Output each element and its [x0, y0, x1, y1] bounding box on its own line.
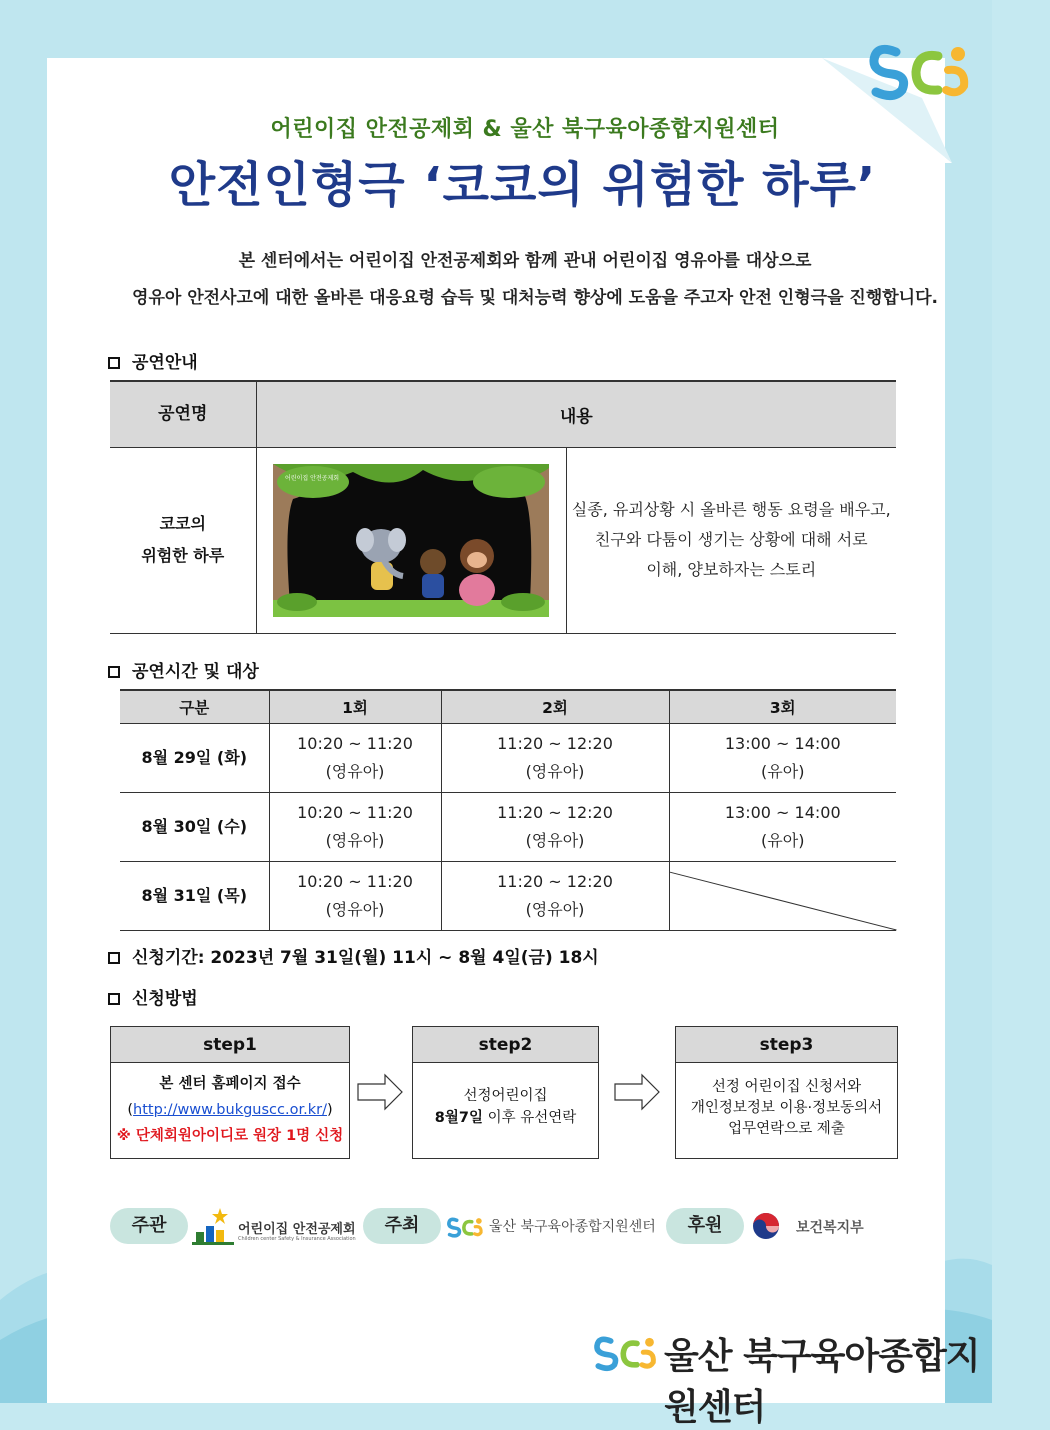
session-target: (영유아)	[325, 830, 385, 850]
session-time: 11:20 ~ 12:20	[497, 802, 613, 822]
session-cell	[269, 792, 441, 861]
step-body	[413, 1063, 598, 1129]
session-target: (유아)	[761, 830, 805, 850]
organizer-org-name: 울산 북구육아종합지원센터	[489, 1219, 656, 1235]
session-target: (영유아)	[525, 761, 585, 781]
step-label: step1	[111, 1027, 349, 1063]
section-heading-text: 신청방법	[132, 989, 198, 1009]
checkbox-square-icon	[108, 993, 120, 1005]
step-3-box	[675, 1026, 898, 1159]
section-heading-text: 공연안내	[132, 353, 198, 373]
checkbox-square-icon	[108, 357, 120, 369]
show-name-line-2: 위험한 하루	[141, 546, 225, 565]
sponsor-org-name: 보건복지부	[796, 1220, 864, 1236]
step-label: step3	[676, 1027, 897, 1063]
step-line: 선정어린이집	[463, 1088, 548, 1104]
table-row	[120, 792, 896, 861]
col-header-session-3: 3회	[669, 690, 896, 723]
ministry-taegeuk-logo-icon	[746, 1211, 786, 1241]
checkbox-square-icon	[108, 666, 120, 678]
intro-line-1: 본 센터에서는 어린이집 안전공제회와 함께 관내 어린이집 영유아를 대상으로	[238, 251, 812, 271]
show-description-cell	[566, 447, 896, 633]
session-time: 11:20 ~ 12:20	[497, 733, 613, 753]
col-header-session-1: 1회	[269, 690, 441, 723]
host-label-badge: 주관	[110, 1208, 188, 1244]
session-cell	[441, 792, 669, 861]
subtitle: 어린이집 안전공제회 & 울산 북구육아종합지원센터	[270, 117, 780, 142]
session-target: (유아)	[761, 761, 805, 781]
session-cell	[269, 861, 441, 930]
arrow-right-icon	[357, 1074, 403, 1110]
page-title: 안전인형극 ‘코코의 위험한 하루’	[168, 157, 877, 213]
homepage-url[interactable]: http://www.bukguscc.or.kr/	[133, 1102, 327, 1118]
schedule-table	[120, 689, 896, 931]
arrow-right-icon	[614, 1074, 660, 1110]
col-header-category: 구분	[120, 690, 269, 723]
col-header-show-name: 공연명	[110, 381, 256, 447]
section-heading-text: 신청기간: 2023년 7월 31일(월) 11시 ~ 8월 4일(금) 18시	[132, 948, 599, 968]
session-cell	[669, 792, 896, 861]
contact-date: 8월7일	[434, 1110, 483, 1126]
session-target: (영유아)	[325, 899, 385, 919]
session-target: (영유아)	[325, 761, 385, 781]
session-target: (영유아)	[525, 830, 585, 850]
empty-session-cell	[669, 861, 896, 930]
step-2-box	[412, 1026, 599, 1159]
table-row	[120, 861, 896, 930]
section-heading-performance	[108, 348, 198, 373]
session-time: 10:20 ~ 11:20	[297, 733, 413, 753]
session-time: 10:20 ~ 11:20	[297, 871, 413, 891]
checkbox-square-icon	[108, 952, 120, 964]
desc-line-3: 이해, 양보하자는 스토리	[646, 560, 817, 579]
diagonal-line	[670, 862, 897, 930]
desc-line-1: 실종, 유괴상황 시 올바른 행동 요령을 배우고,	[571, 500, 891, 519]
date-cell: 8월 31일 (목)	[120, 861, 269, 930]
section-heading-text: 공연시간 및 대상	[132, 662, 259, 682]
puppet-show-image	[273, 464, 549, 617]
host-org-name-en: Children center Safety & Insurance Association	[238, 1236, 356, 1242]
step-line: 개인정보정보 이용·정보동의서	[690, 1100, 883, 1116]
session-target: (영유아)	[525, 899, 585, 919]
session-cell	[269, 723, 441, 792]
step-label: step2	[413, 1027, 598, 1063]
bottom-brand-logo-icon	[592, 1322, 662, 1380]
homepage-link[interactable]: (http://www.bukguscc.or.kr/)	[127, 1102, 333, 1118]
section-heading-schedule	[108, 657, 259, 682]
image-caption: 어린이집 안전공제회	[285, 474, 340, 482]
session-cell	[669, 723, 896, 792]
sponsor-label-badge: 후원	[666, 1208, 744, 1244]
session-time: 13:00 ~ 14:00	[724, 733, 841, 753]
step-line: 업무연락으로 제출	[728, 1121, 845, 1137]
session-time: 11:20 ~ 12:20	[497, 871, 613, 891]
intro-line-2: 영유아 안전사고에 대한 올바른 대응요령 습득 및 대처능력 향상에 도움을 주고자 안전 인형극을 진행합니다.	[132, 288, 938, 308]
col-header-content: 내용	[256, 381, 896, 447]
session-time: 13:00 ~ 14:00	[724, 802, 841, 822]
session-cell	[441, 861, 669, 930]
show-name-cell	[110, 447, 256, 633]
organizer-label-badge: 주최	[363, 1208, 441, 1244]
step-body	[676, 1063, 897, 1140]
step-line-rest: 이후 유선연락	[482, 1110, 577, 1126]
section-heading-method	[108, 984, 198, 1009]
show-name-line-1: 코코의	[159, 514, 206, 533]
col-header-session-2: 2회	[441, 690, 669, 723]
organizer-logo-icon	[446, 1212, 486, 1240]
bottom-brand-name: 울산 북구육아종합지원센터	[664, 1336, 980, 1428]
date-cell: 8월 30일 (수)	[120, 792, 269, 861]
show-image-cell	[256, 447, 566, 633]
date-cell: 8월 29일 (화)	[120, 723, 269, 792]
host-org-name: 어린이집 안전공제회	[238, 1222, 356, 1237]
step-line: 본 센터 홈페이지 접수	[159, 1076, 301, 1092]
step-line: 선정 어린이집 신청서와	[711, 1079, 862, 1095]
session-time: 10:20 ~ 11:20	[297, 802, 413, 822]
center-logo-icon	[866, 34, 978, 102]
table-row	[120, 723, 896, 792]
session-cell	[441, 723, 669, 792]
section-heading-period	[108, 943, 599, 968]
safety-association-logo-icon	[192, 1206, 234, 1246]
step-line	[413, 1107, 598, 1129]
step-1-box	[110, 1026, 350, 1159]
step-body	[111, 1063, 349, 1149]
performance-table	[110, 380, 896, 634]
warning-note: ※ 단체회원아이디로 원장 1명 신청	[116, 1128, 344, 1144]
desc-line-2: 친구와 다툼이 생기는 상황에 대해 서로	[594, 530, 868, 549]
